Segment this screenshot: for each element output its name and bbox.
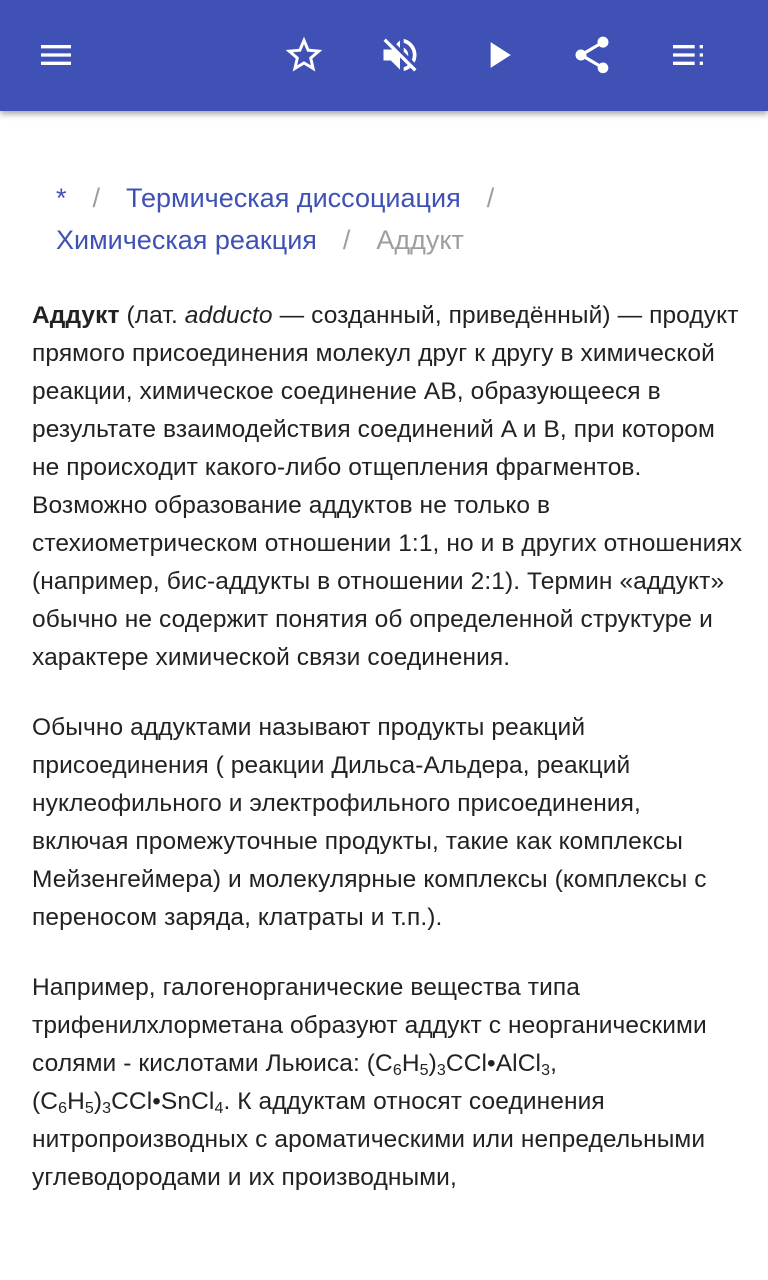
article-content [0, 111, 768, 1280]
paragraph-text: , [550, 1050, 557, 1077]
paragraph-definition [32, 297, 744, 677]
paragraph-text: — созданный, приведённый) — продукт прямого присоединения молекул друг к другу в химической реакции, химическое соединение AB, образующееся в результате взаимодействия соединений A и B, при котором не происходит какого-либо отщепления фрагментов. Возможно образование аддуктов не только в стехиометрическом отношении 1:1, но и в других отношениях (например, бис-аддукты в отношении 2:1). Термин «аддукт» обычно не содержит понятия об определенной структуре и характере химической связи соединения. [32, 302, 743, 671]
star-outline-icon [282, 33, 326, 77]
formula-part: (C [32, 1088, 59, 1115]
formula-part: (C [366, 1050, 393, 1077]
formula-part: ) [428, 1050, 437, 1077]
formula-subscript: 5 [419, 1062, 429, 1079]
breadcrumb-current: Аддукт [376, 225, 464, 255]
breadcrumb-separator: / [342, 225, 351, 255]
formula-part: H [67, 1088, 85, 1115]
paragraph-examples [32, 969, 744, 1197]
share-icon [570, 33, 614, 77]
menu-button[interactable] [28, 27, 84, 83]
breadcrumb-separator: / [486, 183, 495, 213]
formula-subscript: 4 [214, 1100, 224, 1117]
paragraph-usage: Обычно аддуктами называют продукты реакций присоединения ( реакции Дильса-Альдера, реакций нуклеофильного и электрофильного присоединения, включая промежуточные продукты, такие как комплексы Мейзенгеймера) и молекулярные комплексы (комплексы с переносом заряда, клатраты и т.п.). [32, 714, 707, 931]
article-term: Аддукт [32, 302, 120, 329]
formula-part: ) [93, 1088, 103, 1115]
formula-part: CCl•AlCl [445, 1050, 542, 1077]
menu-icon [36, 35, 76, 75]
breadcrumb-link-thermal-dissociation[interactable]: Термическая диссоциация [126, 183, 461, 213]
contents-button[interactable] [660, 27, 716, 83]
playlist-icon [668, 35, 708, 75]
share-button[interactable] [564, 27, 620, 83]
volume-off-icon [378, 33, 422, 77]
paragraph-text: Например, галогенорганические вещества типа трифенилхлорметана образуют аддукт с неорганическими солями - кислотами Льюиса: [32, 974, 707, 1077]
formula-part: H [401, 1050, 420, 1077]
formula-subscript: 3 [436, 1062, 446, 1079]
formula-subscript: 6 [58, 1100, 68, 1117]
play-button[interactable] [470, 27, 526, 83]
chemical-formula [367, 1050, 550, 1077]
formula-subscript: 3 [102, 1100, 112, 1117]
article-body [32, 297, 744, 1229]
mute-button[interactable] [372, 27, 428, 83]
formula-subscript: 3 [541, 1062, 551, 1079]
breadcrumb-link-chemical-reaction[interactable]: Химическая реакция [56, 225, 317, 255]
formula-part: CCl•SnCl [111, 1088, 215, 1115]
breadcrumb-link-root[interactable]: * [56, 183, 67, 213]
play-icon [476, 33, 520, 77]
breadcrumb [56, 177, 736, 261]
chemical-formula [32, 1088, 223, 1115]
favorite-button[interactable] [276, 27, 332, 83]
top-app-bar [0, 0, 768, 111]
latin-term: adducto [184, 302, 273, 329]
formula-subscript: 5 [84, 1100, 94, 1117]
paragraph-text: . К аддуктам относят соединения нитропроизводных с ароматическими или непредельными углеводородами и их производными, [32, 1088, 706, 1191]
breadcrumb-separator: / [92, 183, 101, 213]
formula-subscript: 6 [392, 1062, 402, 1079]
paragraph-text: (лат. [119, 302, 185, 329]
